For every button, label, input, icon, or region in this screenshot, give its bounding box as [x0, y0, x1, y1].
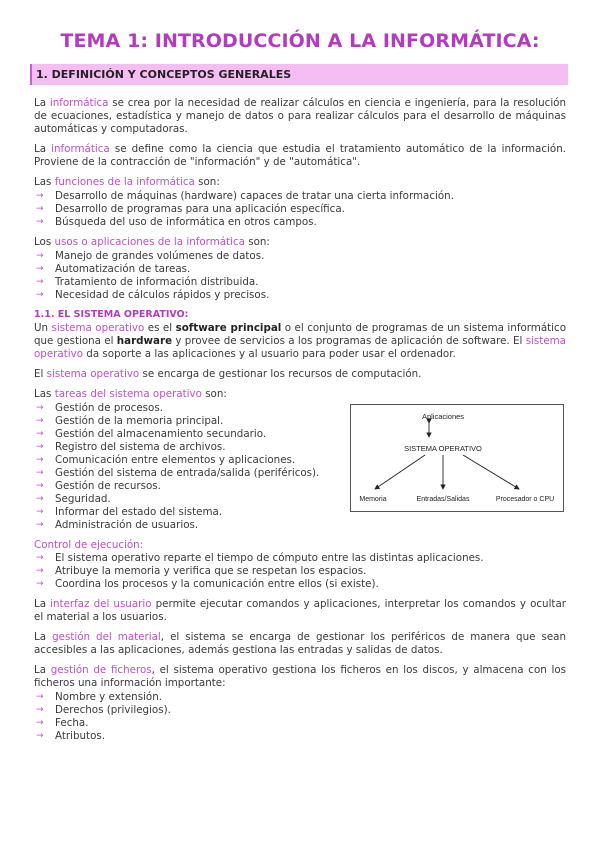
highlight-term: informática	[51, 143, 110, 155]
highlight-term: tareas del sistema operativo	[54, 388, 202, 400]
right-arrow-icon: →	[36, 277, 44, 287]
right-arrow-icon: →	[36, 705, 44, 715]
right-arrow-icon: →	[36, 507, 44, 517]
highlight-term: gestión de ficheros	[50, 664, 152, 676]
list-item: → Tratamiento de información distribuida.	[36, 276, 259, 288]
usos-list	[34, 250, 566, 302]
right-arrow-icon: →	[36, 191, 44, 201]
list-item: → Administración de usuarios.	[36, 519, 199, 531]
paragraph-files: La gestión de ficheros, el sistema operativo gestiona los ficheros en los discos, y almacena con los ficheros una información importante:	[34, 664, 566, 689]
diagram-arrow-memory	[375, 455, 425, 489]
list-item: → Registro del sistema de archivos.	[36, 441, 226, 453]
list-item: → Desarrollo de programas para una aplicación específica.	[36, 203, 345, 215]
right-arrow-icon: →	[36, 494, 44, 504]
diagram-node-cpu: Procesador o CPU	[495, 496, 555, 503]
diagram-arrow-cpu	[463, 455, 519, 489]
right-arrow-icon: →	[36, 290, 44, 300]
funciones-intro: Las funciones de la informática son:	[34, 176, 220, 188]
list-item: → Búsqueda del uso de informática en otros campos.	[36, 216, 317, 228]
tareas-block	[34, 388, 566, 532]
highlight-term: funciones de la informática	[54, 176, 195, 188]
list-item: → Automatización de tareas.	[36, 263, 191, 275]
paragraph-intro: La informática se crea por la necesidad de realizar cálculos en ciencia e ingeniería, para la resolución de ecuaciones, estadística y manejo de datos o para realizar cálculos para el desarrollo de máquinas automáticas y computadoras.	[34, 97, 567, 135]
right-arrow-icon: →	[36, 442, 44, 452]
highlight-term: sistema operativo	[46, 368, 140, 380]
list-item: → Gestión de procesos.	[36, 402, 163, 414]
right-arrow-icon: →	[36, 403, 44, 413]
right-arrow-icon: →	[36, 579, 44, 589]
list-item: → Desarrollo de máquinas (hardware) capaces de tratar una cierta información.	[36, 190, 454, 202]
list-item: → Fecha.	[36, 717, 89, 729]
section-heading: 1. DEFINICIÓN Y CONCEPTOS GENERALES	[30, 64, 568, 85]
right-arrow-icon: →	[36, 429, 44, 439]
funciones-list	[34, 190, 566, 229]
page-title: TEMA 1: INTRODUCCIÓN A LA INFORMÁTICA:	[60, 30, 540, 52]
right-arrow-icon: →	[36, 718, 44, 728]
list-item: → Seguridad.	[36, 493, 111, 505]
right-arrow-icon: →	[36, 468, 44, 478]
right-arrow-icon: →	[36, 416, 44, 426]
tareas-intro: Las tareas del sistema operativo son:	[34, 388, 227, 400]
subsection-heading: 1.1. EL SISTEMA OPERATIVO:	[34, 309, 189, 320]
right-arrow-icon: →	[36, 264, 44, 274]
list-item: → Coordina los procesos y la comunicación entre ellos (si existe).	[36, 578, 379, 590]
diagram-node-os: SISTEMA OPERATIVO	[404, 444, 482, 453]
highlight-term: gestión del material	[52, 631, 161, 643]
right-arrow-icon: →	[36, 204, 44, 214]
diagram-node-applications: Aplicaciones	[421, 412, 465, 421]
control-label: Control de ejecución:	[34, 539, 144, 551]
list-item: → Atributos.	[36, 730, 106, 742]
highlight-term: interfaz del usuario	[50, 598, 152, 610]
right-arrow-icon: →	[36, 692, 44, 702]
diagram-node-io: Entradas/Salidas	[416, 496, 470, 503]
list-item: → Gestión de la memoria principal.	[36, 415, 224, 427]
diagram-node-memory: Memoria	[359, 496, 387, 503]
os-diagram	[350, 404, 564, 512]
list-item: → El sistema operativo reparte el tiempo de cómputo entre las distintas aplicaciones.	[36, 552, 484, 564]
right-arrow-icon: →	[36, 455, 44, 465]
right-arrow-icon: →	[36, 217, 44, 227]
paragraph-interface: La interfaz del usuario permite ejecutar comandos y aplicaciones, interpretar los comandos y ocultar el material a los usuarios.	[34, 598, 567, 623]
right-arrow-icon: →	[36, 251, 44, 261]
control-list	[34, 552, 566, 591]
right-arrow-icon: →	[36, 520, 44, 530]
right-arrow-icon: →	[36, 731, 44, 741]
os-diagram-svg	[351, 405, 563, 511]
paragraph-os-definition: Un sistema operativo es el software principal o el conjunto de programas de un sistema informático que gestiona el hardware y provee de servicios a los programas de aplicación de software. El sistema operativo da soporte a las aplicaciones y al usuario para poder usar el ordenador.	[34, 322, 566, 360]
list-item: → Nombre y extensión.	[36, 691, 163, 703]
list-item: → Derechos (privilegios).	[36, 704, 171, 716]
files-list	[34, 691, 566, 743]
right-arrow-icon: →	[36, 553, 44, 563]
list-item: → Atribuye la memoria y verifica que se respetan los espacios.	[36, 565, 367, 577]
highlight-term: usos o aplicaciones de la informática	[54, 236, 245, 248]
paragraph-material: La gestión del material, el sistema se encarga de gestionar los periféricos de manera que sean accesibles a las aplicaciones, además gestiona las entradas y salidas de datos.	[34, 631, 567, 656]
paragraph-os-resources: El sistema operativo se encarga de gestionar los recursos de computación.	[34, 368, 422, 380]
list-item: → Necesidad de cálculos rápidos y precisos.	[36, 289, 270, 301]
right-arrow-icon: →	[36, 481, 44, 491]
list-item: → Informar del estado del sistema.	[36, 506, 223, 518]
list-item: → Gestión de recursos.	[36, 480, 161, 492]
list-item: → Manejo de grandes volúmenes de datos.	[36, 250, 265, 262]
highlight-term: informática	[49, 97, 109, 109]
list-item: → Gestión del sistema de entrada/salida (periféricos).	[36, 467, 320, 479]
list-item: → Comunicación entre elementos y aplicaciones.	[36, 454, 296, 466]
document-page	[34, 30, 566, 750]
list-item: → Gestión del almacenamiento secundario.	[36, 428, 267, 440]
paragraph-definition: La informática se define como la ciencia que estudia el tratamiento automático de la información. Proviene de la contracción de "información" y de "automática".	[34, 143, 566, 168]
usos-intro: Los usos o aplicaciones de la informática son:	[34, 236, 270, 248]
right-arrow-icon: →	[36, 566, 44, 576]
